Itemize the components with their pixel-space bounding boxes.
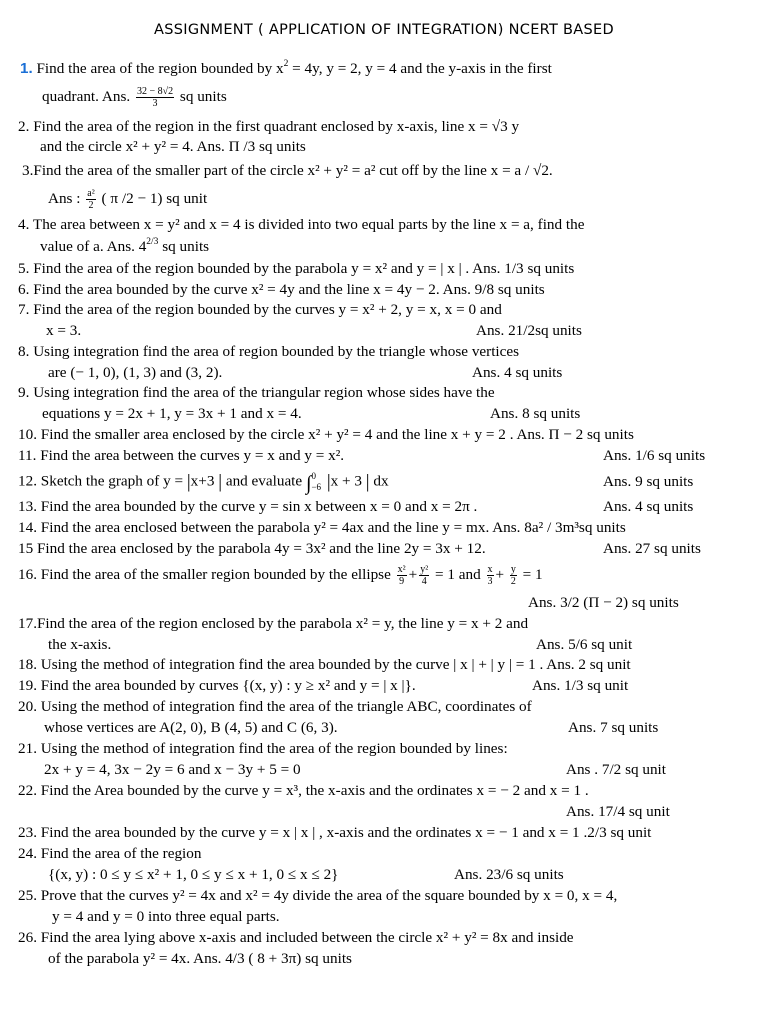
question-10: 10. Find the smaller area enclosed by the circle x² + y² = 4 and the line x + y = 2 . Ans. Π − 2 sq units [18,426,634,443]
answer-fraction: $\frac{32 - 8√2}{3}$ [136,86,174,109]
question-11: 11. Find the area between the curves y = x and y = x². [18,447,345,464]
question-22: 22. Find the Area bounded by the curve y = x³, the x-axis and the ordinates x = − 2 and x = 1 . [18,782,589,799]
question-24-line-2: {(x, y) : 0 ≤ y ≤ x² + 1, 0 ≤ y ≤ x + 1, 0 ≤ x ≤ 2} [48,866,339,883]
question-1: 1. Find the area of the region bounded by $x^2 = 4y$, y = 2, y = 4 and the y-axis in the first [20,59,552,77]
question-9: 9. Using integration find the area of the triangular region whose sides have the [18,384,495,401]
question-7-line-2: x = 3. [46,322,82,339]
question-19: 19. Find the area bounded by curves {(x, y) : y ≥ x² and y = | x |}. [18,677,416,694]
question-14: 14. Find the area enclosed between the parabola y² = 4ax and the line y = mx. Ans. 8a² / 3m³sq units [18,519,626,536]
answer-24: Ans. 23/6 sq units [454,866,564,883]
answer-8: Ans. 4 sq units [472,364,563,381]
question-17-line-2: the x-axis. [48,636,112,653]
question-3: 3.Find the area of the smaller part of the circle x² + y² = a² cut off by the line x = a / √2. [22,162,553,179]
question-4-line-2: value of a. Ans. $4^{2/3}$ sq units [40,237,210,255]
answer-20: Ans. 7 sq units [568,719,659,736]
answer-16: Ans. 3/2 (Π − 2) sq units [528,594,679,611]
question-4: 4. The area between x = y² and x = 4 is divided into two equal parts by the line x = a, find the [18,216,585,233]
answer-9: Ans. 8 sq units [490,405,581,422]
question-18: 18. Using the method of integration find the area bounded by the curve | x | + | y | = 1 . Ans. 2 sq unit [18,656,631,673]
question-12: 12. Sketch the graph of y = |x+3 | and evaluate ∫ 0 −6 |x + 3 | dx [18,471,389,495]
question-26-line-2: of the parabola y² = 4x. Ans. 4/3 ( 8 + 3π) sq units [48,950,352,967]
question-20-line-2: whose vertices are A(2, 0), B (4, 5) and C (6, 3). [44,719,338,736]
answer-15: Ans. 27 sq units [603,540,701,557]
question-15: 15 Find the area enclosed by the parabola 4y = 3x² and the line 2y = 3x + 12. [18,540,486,557]
question-8-line-2: are (− 1, 0), (1, 3) and (3, 2). [48,364,223,381]
question-26: 26. Find the area lying above x-axis and included between the circle x² + y² = 8x and inside [18,929,574,946]
question-21-line-2: 2x + y = 4, 3x − 2y = 6 and x − 3y + 5 = 0 [44,761,301,778]
answer-13: Ans. 4 sq units [603,498,694,515]
question-25-line-2: y = 4 and y = 0 into three equal parts. [52,908,280,925]
answer-12: Ans. 9 sq units [603,473,694,490]
question-16: 16. Find the area of the smaller region bounded by the ellipse $\frac{\text{x²}}{9}$ + $\frac{\text{y²}}{4}$ = 1 and $\frac{x}{3}$ + $\frac{y}{2}$ = 1 [18,564,543,587]
question-20: 20. Using the method of integration find the area of the triangle ABC, coordinates of [18,698,532,715]
answer-fraction: $\frac{\text{a²}}{2}$ [87,188,95,211]
answer-17: Ans. 5/6 sq unit [536,636,633,653]
question-number: 1. [20,60,33,77]
answer-21: Ans . 7/2 sq unit [566,761,666,778]
answer-19: Ans. 1/3 sq unit [532,677,629,694]
question-2-line-2: and the circle x² + y² = 4. Ans. Π /3 sq units [40,138,306,155]
question-1-line-2: quadrant. Ans. $\frac{32 - 8√2}{3}$ sq units [42,86,227,109]
question-5: 5. Find the area of the region bounded by the parabola y = x² and y = | x | . Ans. 1/3 sq units [18,260,575,277]
question-2: 2. Find the area of the region in the first quadrant enclosed by x-axis, line x = √3 y [18,118,520,135]
answer-7: Ans. 21/2sq units [476,322,582,339]
question-6: 6. Find the area bounded by the curve x² = 4y and the line x = 4y − 2. Ans. 9/8 sq units [18,281,545,298]
question-9-line-2: equations y = 2x + 1, y = 3x + 1 and x = 4. [42,405,302,422]
question-25: 25. Prove that the curves y² = 4x and x² = 4y divide the area of the square bounded by x = 0, x = 4, [18,887,618,904]
question-23: 23. Find the area bounded by the curve y = x | x | , x-axis and the ordinates x = − 1 and x = 1 .2/3 sq unit [18,824,652,841]
question-7: 7. Find the area of the region bounded by the curves y = x² + 2, y = x, x = 0 and [18,301,502,318]
question-21: 21. Using the method of integration find the area of the region bounded by lines: [18,740,508,757]
question-13: 13. Find the area bounded by the curve y = sin x between x = 0 and x = 2π . [18,498,478,515]
question-24: 24. Find the area of the region [18,845,202,862]
integral-limits: 0 −6 [311,471,322,492]
answer-22: Ans. 17/4 sq unit [566,803,670,820]
answer-11: Ans. 1/6 sq units [603,447,706,464]
question-17: 17.Find the area of the region enclosed by the parabola x² = y, the line y = x + 2 and [18,615,529,632]
page-title: ASSIGNMENT ( APPLICATION OF INTEGRATION) NCERT BASED [154,22,614,38]
integral-sign: ∫ [305,472,312,495]
question-3-line-2: Ans : $\frac{\text{a²}}{2}$ ( π /2 − 1) sq unit [48,188,208,211]
question-8: 8. Using integration find the area of region bounded by the triangle whose vertices [18,343,520,360]
